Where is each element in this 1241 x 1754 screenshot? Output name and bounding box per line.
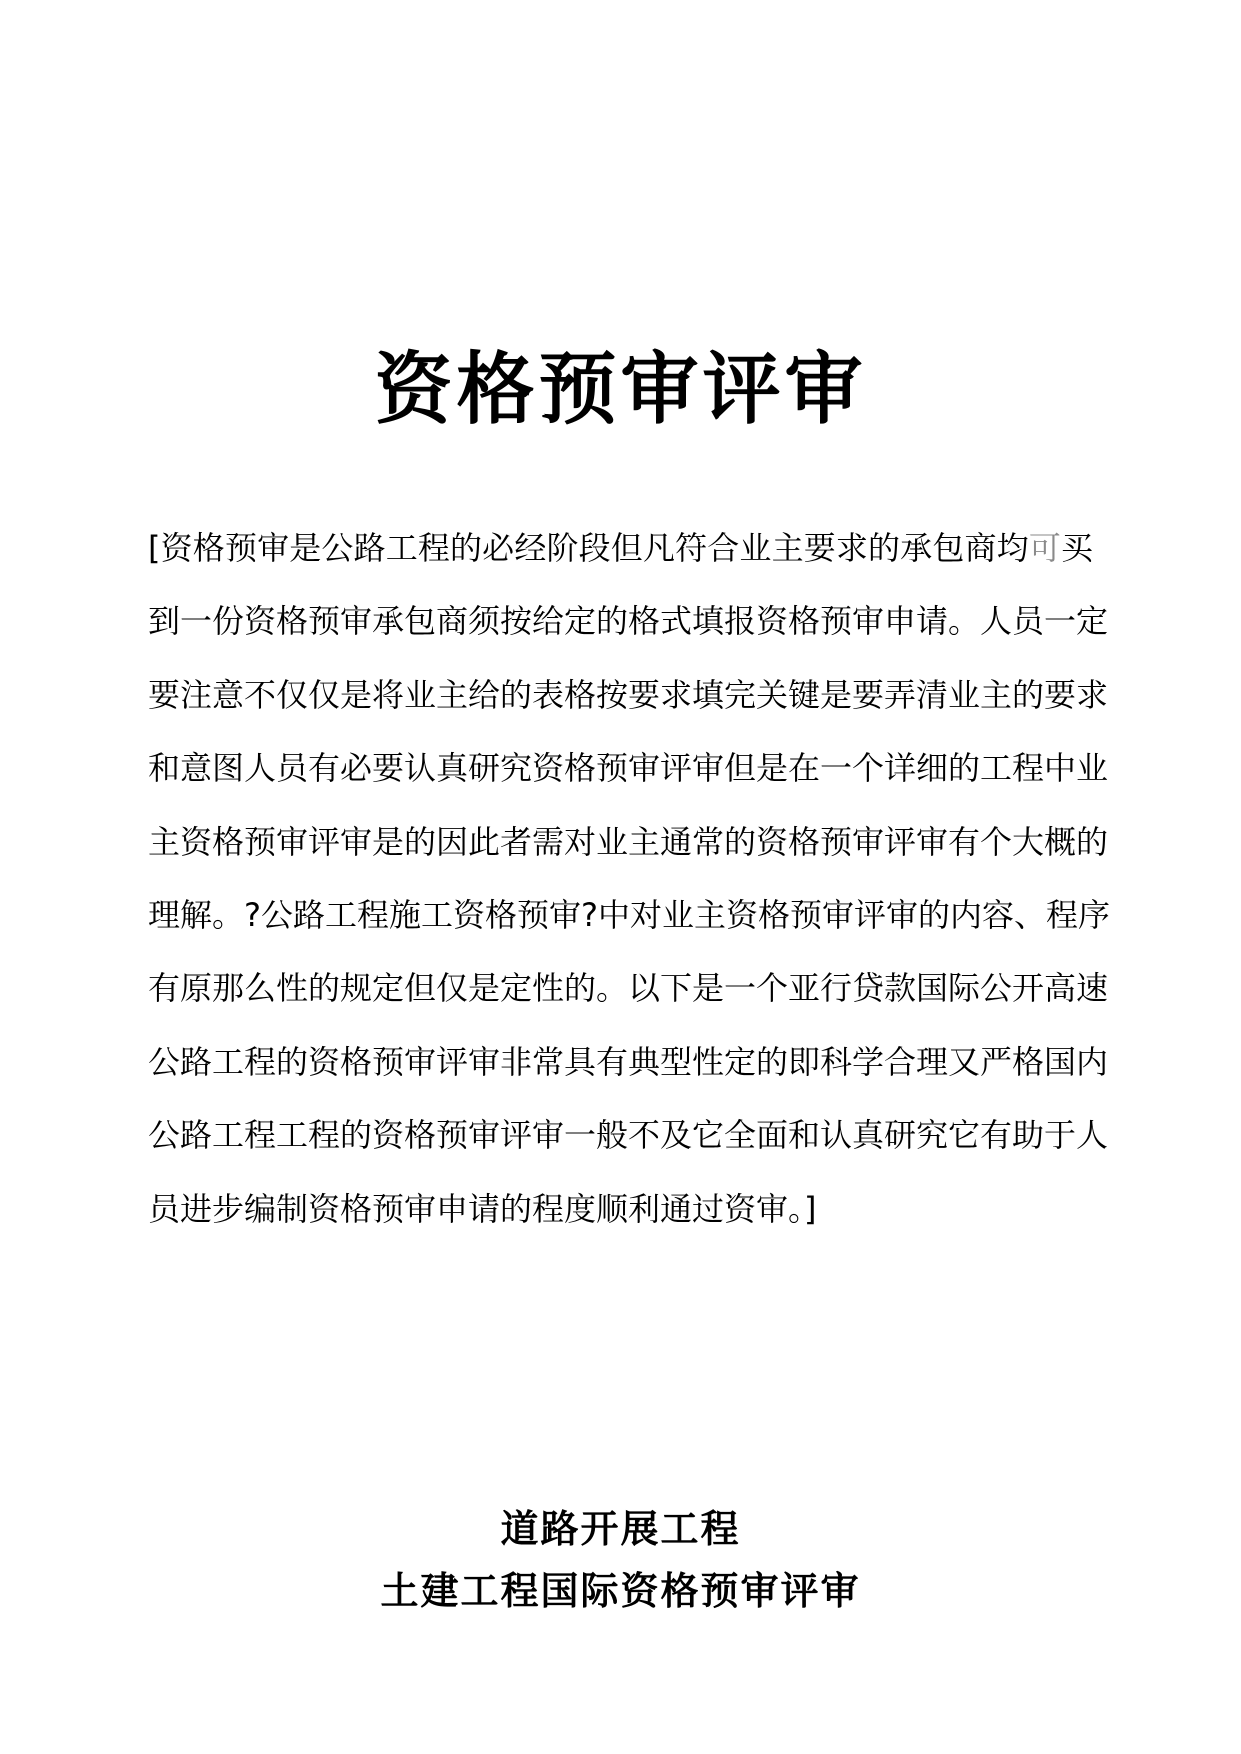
body-line-1-tail: 买 xyxy=(1060,529,1093,567)
footer-line-2: 土建工程国际资格预审评审 xyxy=(380,1569,861,1613)
body-line-4: 和意图人员有必要认真研究资格预审评审但是在一个详细的工程中业 xyxy=(148,749,1109,788)
body-paragraph xyxy=(148,512,1110,1246)
page-title: 资格预审评审 xyxy=(374,345,867,435)
body-line-3: 要注意不仅仅是将业主给的表格按要求填完关键是要弄清业主的要求 xyxy=(148,675,1109,714)
body-line-2: 到一份资格预审承包商须按给定的格式填报资格预审申请。人员一定 xyxy=(148,602,1109,641)
body-line-10: 员进步编制资格预审申请的程度顺利通过资审。] xyxy=(148,1189,817,1228)
body-line-9: 公路工程工程的资格预审评审一般不及它全面和认真研究它有助于人 xyxy=(148,1116,1109,1155)
body-line-1-text: [资格预审是公路工程的必经阶段但凡符合业主要求的承包商均 xyxy=(148,529,1029,567)
body-line-8: 公路工程的资格预审评审非常具有典型性定的即科学合理又严格国内 xyxy=(148,1042,1109,1081)
body-line-5: 主资格预审评审是的因此者需对业主通常的资格预审评审有个大概的 xyxy=(148,822,1109,861)
faded-char: 可 xyxy=(1028,529,1061,567)
footer-line-1: 道路开展工程 xyxy=(500,1507,741,1551)
body-line-6: 理解。?公路工程施工资格预审?中对业主资格预审评审的内容、程序 xyxy=(148,895,1110,934)
body-line-1 xyxy=(148,512,1093,585)
body-line-7: 有原那么性的规定但仅是定性的。以下是一个亚行贷款国际公开高速 xyxy=(148,969,1109,1008)
